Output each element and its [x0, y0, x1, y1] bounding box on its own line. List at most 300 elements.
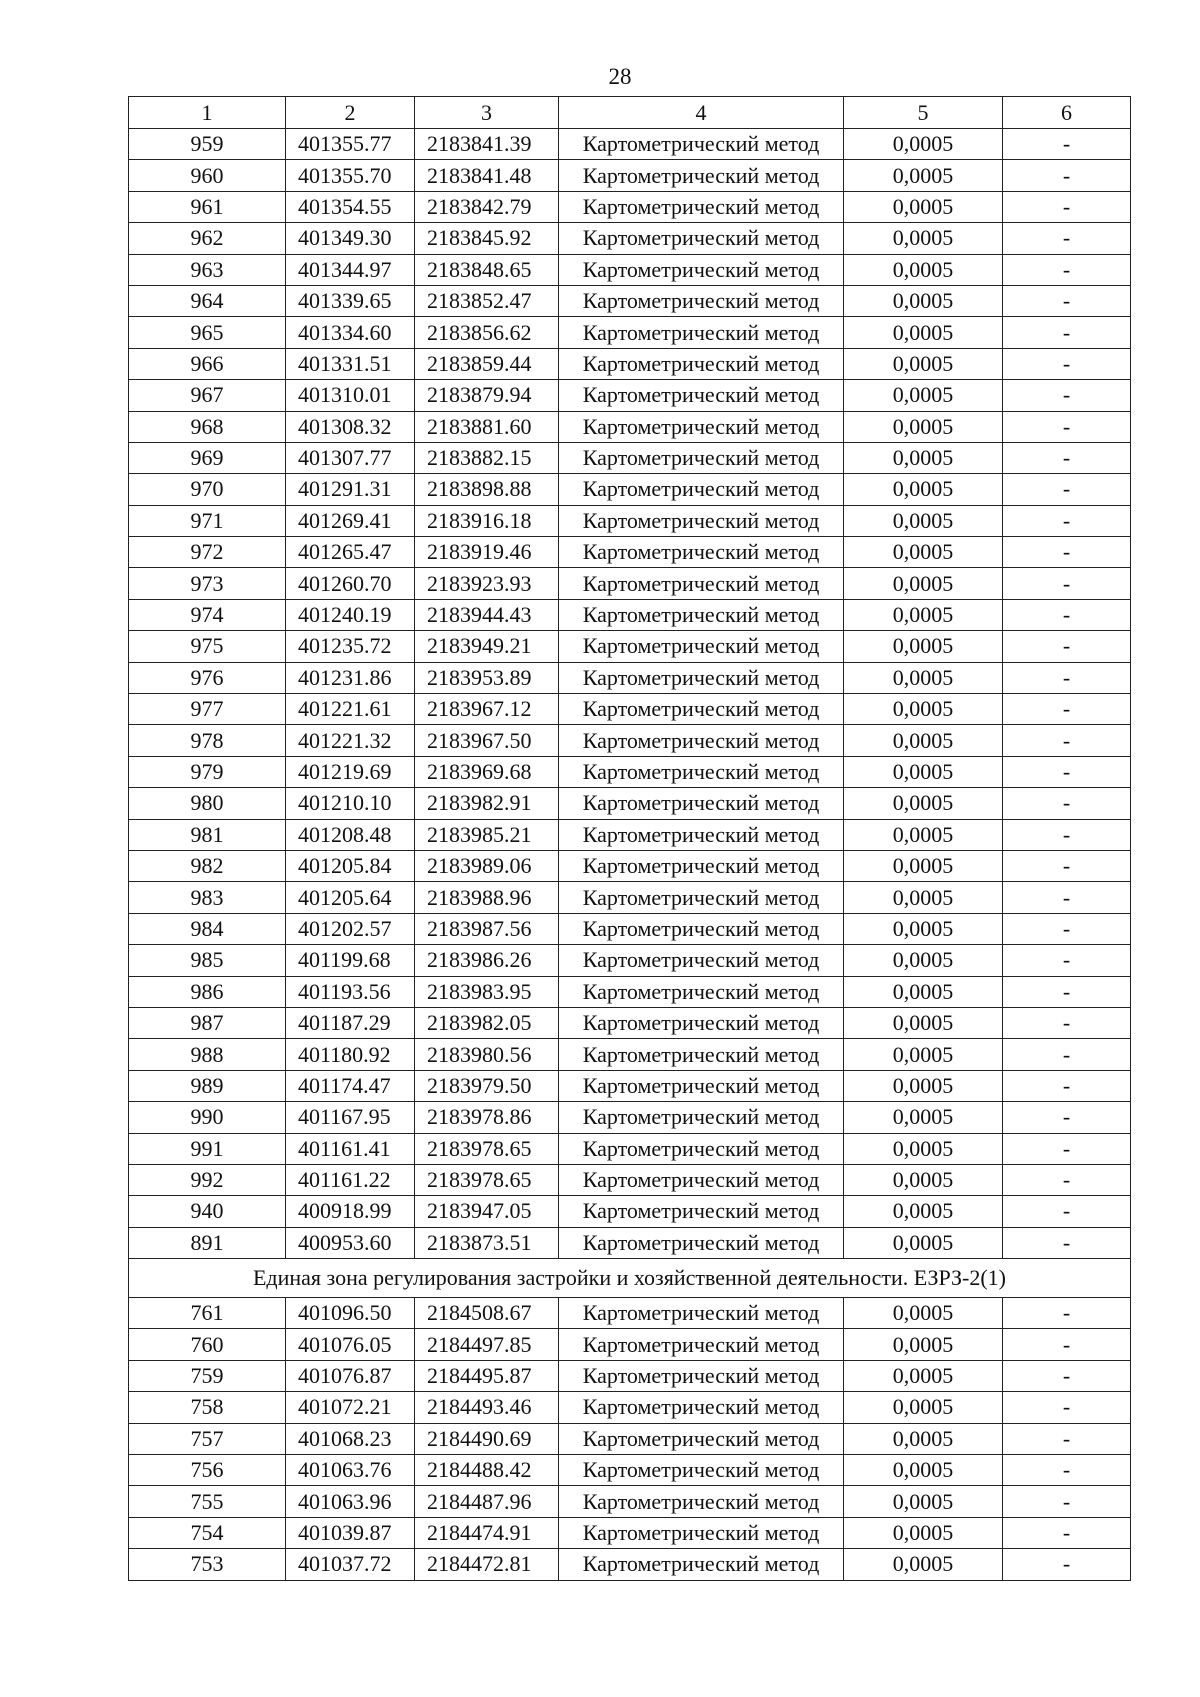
precision-cell: 0,0005 — [844, 976, 1003, 1007]
y-coordinate-cell: 2184497.85 — [415, 1329, 559, 1360]
y-coordinate-cell: 2183986.26 — [415, 945, 559, 976]
method-cell: Картометрический метод — [559, 631, 844, 662]
y-coordinate-cell: 2183873.51 — [415, 1227, 559, 1258]
x-coordinate-cell: 401310.01 — [286, 380, 415, 411]
point-number-cell: 969 — [129, 442, 286, 473]
x-coordinate-cell: 401265.47 — [286, 537, 415, 568]
note-cell: - — [1003, 599, 1131, 630]
precision-cell: 0,0005 — [844, 694, 1003, 725]
table-row — [129, 1298, 1131, 1329]
point-number-cell: 891 — [129, 1227, 286, 1258]
point-number-cell: 959 — [129, 129, 286, 160]
point-number-cell: 761 — [129, 1298, 286, 1329]
x-coordinate-cell: 401231.86 — [286, 662, 415, 693]
x-coordinate-cell: 400918.99 — [286, 1196, 415, 1227]
table-row — [129, 1070, 1131, 1101]
note-cell: - — [1003, 474, 1131, 505]
table-row — [129, 1102, 1131, 1133]
method-cell: Картометрический метод — [559, 1007, 844, 1038]
y-coordinate-cell: 2184508.67 — [415, 1298, 559, 1329]
header-cell: 1 — [129, 97, 286, 129]
y-coordinate-cell: 2183967.50 — [415, 725, 559, 756]
table-row — [129, 976, 1131, 1007]
note-cell: - — [1003, 662, 1131, 693]
note-cell: - — [1003, 1227, 1131, 1258]
precision-cell: 0,0005 — [844, 1196, 1003, 1227]
precision-cell: 0,0005 — [844, 411, 1003, 442]
point-number-cell: 976 — [129, 662, 286, 693]
method-cell: Картометрический метод — [559, 317, 844, 348]
point-number-cell: 990 — [129, 1102, 286, 1133]
x-coordinate-cell: 401260.70 — [286, 568, 415, 599]
header-cell: 4 — [559, 97, 844, 129]
x-coordinate-cell: 401039.87 — [286, 1517, 415, 1548]
table-row — [129, 191, 1131, 222]
precision-cell: 0,0005 — [844, 819, 1003, 850]
table-row — [129, 254, 1131, 285]
table-row — [129, 537, 1131, 568]
precision-cell: 0,0005 — [844, 1486, 1003, 1517]
table-row — [129, 1549, 1131, 1580]
method-cell: Картометрический метод — [559, 1517, 844, 1548]
x-coordinate-cell: 401308.32 — [286, 411, 415, 442]
note-cell: - — [1003, 694, 1131, 725]
table-row — [129, 129, 1131, 160]
x-coordinate-cell: 401208.48 — [286, 819, 415, 850]
precision-cell: 0,0005 — [844, 1329, 1003, 1360]
point-number-cell: 754 — [129, 1517, 286, 1548]
x-coordinate-cell: 401354.55 — [286, 191, 415, 222]
table-row — [129, 348, 1131, 379]
y-coordinate-cell: 2183949.21 — [415, 631, 559, 662]
precision-cell: 0,0005 — [844, 599, 1003, 630]
table-row — [129, 505, 1131, 536]
note-cell: - — [1003, 537, 1131, 568]
table-row — [129, 1517, 1131, 1548]
table-row — [129, 474, 1131, 505]
table-row — [129, 1486, 1131, 1517]
point-number-cell: 984 — [129, 913, 286, 944]
method-cell: Картометрический метод — [559, 1070, 844, 1101]
y-coordinate-cell: 2183947.05 — [415, 1196, 559, 1227]
note-cell: - — [1003, 129, 1131, 160]
x-coordinate-cell: 401161.41 — [286, 1133, 415, 1164]
method-cell: Картометрический метод — [559, 819, 844, 850]
y-coordinate-cell: 2183852.47 — [415, 285, 559, 316]
table-row — [129, 788, 1131, 819]
method-cell: Картометрический метод — [559, 129, 844, 160]
y-coordinate-cell: 2183980.56 — [415, 1039, 559, 1070]
x-coordinate-cell: 400953.60 — [286, 1227, 415, 1258]
precision-cell: 0,0005 — [844, 1007, 1003, 1038]
section-row — [129, 1259, 1131, 1298]
note-cell: - — [1003, 1298, 1131, 1329]
method-cell: Картометрический метод — [559, 348, 844, 379]
x-coordinate-cell: 401161.22 — [286, 1164, 415, 1195]
note-cell: - — [1003, 223, 1131, 254]
point-number-cell: 975 — [129, 631, 286, 662]
header-cell: 3 — [415, 97, 559, 129]
precision-cell: 0,0005 — [844, 1298, 1003, 1329]
x-coordinate-cell: 401210.10 — [286, 788, 415, 819]
precision-cell: 0,0005 — [844, 850, 1003, 881]
precision-cell: 0,0005 — [844, 662, 1003, 693]
note-cell: - — [1003, 945, 1131, 976]
point-number-cell: 981 — [129, 819, 286, 850]
y-coordinate-cell: 2183916.18 — [415, 505, 559, 536]
y-coordinate-cell: 2184493.46 — [415, 1392, 559, 1423]
point-number-cell: 940 — [129, 1196, 286, 1227]
table-row — [129, 945, 1131, 976]
point-number-cell: 964 — [129, 285, 286, 316]
point-number-cell: 983 — [129, 882, 286, 913]
method-cell: Картометрический метод — [559, 1549, 844, 1580]
point-number-cell: 962 — [129, 223, 286, 254]
method-cell: Картометрический метод — [559, 662, 844, 693]
note-cell: - — [1003, 1007, 1131, 1038]
note-cell: - — [1003, 442, 1131, 473]
precision-cell: 0,0005 — [844, 537, 1003, 568]
precision-cell: 0,0005 — [844, 725, 1003, 756]
method-cell: Картометрический метод — [559, 788, 844, 819]
table-row — [129, 1133, 1131, 1164]
note-cell: - — [1003, 725, 1131, 756]
point-number-cell: 968 — [129, 411, 286, 442]
x-coordinate-cell: 401072.21 — [286, 1392, 415, 1423]
note-cell: - — [1003, 1329, 1131, 1360]
y-coordinate-cell: 2183944.43 — [415, 599, 559, 630]
table-row — [129, 1227, 1131, 1258]
precision-cell: 0,0005 — [844, 380, 1003, 411]
note-cell: - — [1003, 788, 1131, 819]
point-number-cell: 991 — [129, 1133, 286, 1164]
method-cell: Картометрический метод — [559, 411, 844, 442]
note-cell: - — [1003, 631, 1131, 662]
method-cell: Картометрический метод — [559, 1392, 844, 1423]
point-number-cell: 760 — [129, 1329, 286, 1360]
x-coordinate-cell: 401063.96 — [286, 1486, 415, 1517]
precision-cell: 0,0005 — [844, 1039, 1003, 1070]
y-coordinate-cell: 2184487.96 — [415, 1486, 559, 1517]
note-cell: - — [1003, 380, 1131, 411]
method-cell: Картометрический метод — [559, 1196, 844, 1227]
method-cell: Картометрический метод — [559, 568, 844, 599]
point-number-cell: 992 — [129, 1164, 286, 1195]
precision-cell: 0,0005 — [844, 568, 1003, 599]
table-row — [129, 913, 1131, 944]
table-row — [129, 1329, 1131, 1360]
note-cell: - — [1003, 160, 1131, 191]
point-number-cell: 971 — [129, 505, 286, 536]
method-cell: Картометрический метод — [559, 442, 844, 473]
point-number-cell: 980 — [129, 788, 286, 819]
note-cell: - — [1003, 819, 1131, 850]
point-number-cell: 960 — [129, 160, 286, 191]
y-coordinate-cell: 2183982.91 — [415, 788, 559, 819]
y-coordinate-cell: 2183842.79 — [415, 191, 559, 222]
y-coordinate-cell: 2183988.96 — [415, 882, 559, 913]
y-coordinate-cell: 2183978.86 — [415, 1102, 559, 1133]
precision-cell: 0,0005 — [844, 1133, 1003, 1164]
method-cell: Картометрический метод — [559, 1102, 844, 1133]
precision-cell: 0,0005 — [844, 474, 1003, 505]
x-coordinate-cell: 401202.57 — [286, 913, 415, 944]
x-coordinate-cell: 401096.50 — [286, 1298, 415, 1329]
y-coordinate-cell: 2183841.48 — [415, 160, 559, 191]
precision-cell: 0,0005 — [844, 1360, 1003, 1391]
header-cell: 5 — [844, 97, 1003, 129]
y-coordinate-cell: 2183987.56 — [415, 913, 559, 944]
precision-cell: 0,0005 — [844, 285, 1003, 316]
method-cell: Картометрический метод — [559, 1164, 844, 1195]
x-coordinate-cell: 401355.70 — [286, 160, 415, 191]
precision-cell: 0,0005 — [844, 756, 1003, 787]
note-cell: - — [1003, 1039, 1131, 1070]
point-number-cell: 753 — [129, 1549, 286, 1580]
point-number-cell: 967 — [129, 380, 286, 411]
precision-cell: 0,0005 — [844, 882, 1003, 913]
point-number-cell: 757 — [129, 1423, 286, 1454]
table-row — [129, 317, 1131, 348]
table-row — [129, 662, 1131, 693]
method-cell: Картометрический метод — [559, 945, 844, 976]
note-cell: - — [1003, 882, 1131, 913]
precision-cell: 0,0005 — [844, 254, 1003, 285]
note-cell: - — [1003, 191, 1131, 222]
method-cell: Картометрический метод — [559, 1039, 844, 1070]
x-coordinate-cell: 401180.92 — [286, 1039, 415, 1070]
precision-cell: 0,0005 — [844, 129, 1003, 160]
point-number-cell: 987 — [129, 1007, 286, 1038]
precision-cell: 0,0005 — [844, 1455, 1003, 1486]
y-coordinate-cell: 2183856.62 — [415, 317, 559, 348]
y-coordinate-cell: 2183985.21 — [415, 819, 559, 850]
y-coordinate-cell: 2183881.60 — [415, 411, 559, 442]
y-coordinate-cell: 2183923.93 — [415, 568, 559, 599]
table-row — [129, 631, 1131, 662]
x-coordinate-cell: 401167.95 — [286, 1102, 415, 1133]
point-number-cell: 979 — [129, 756, 286, 787]
precision-cell: 0,0005 — [844, 945, 1003, 976]
y-coordinate-cell: 2183841.39 — [415, 129, 559, 160]
method-cell: Картометрический метод — [559, 1329, 844, 1360]
y-coordinate-cell: 2183859.44 — [415, 348, 559, 379]
precision-cell: 0,0005 — [844, 317, 1003, 348]
precision-cell: 0,0005 — [844, 348, 1003, 379]
note-cell: - — [1003, 850, 1131, 881]
x-coordinate-cell: 401349.30 — [286, 223, 415, 254]
method-cell: Картометрический метод — [559, 976, 844, 1007]
note-cell: - — [1003, 1133, 1131, 1164]
precision-cell: 0,0005 — [844, 1549, 1003, 1580]
method-cell: Картометрический метод — [559, 1486, 844, 1517]
x-coordinate-cell: 401199.68 — [286, 945, 415, 976]
point-number-cell: 973 — [129, 568, 286, 599]
x-coordinate-cell: 401037.72 — [286, 1549, 415, 1580]
note-cell: - — [1003, 285, 1131, 316]
note-cell: - — [1003, 1070, 1131, 1101]
precision-cell: 0,0005 — [844, 1102, 1003, 1133]
x-coordinate-cell: 401063.76 — [286, 1455, 415, 1486]
table-row — [129, 1360, 1131, 1391]
precision-cell: 0,0005 — [844, 1423, 1003, 1454]
y-coordinate-cell: 2184488.42 — [415, 1455, 559, 1486]
precision-cell: 0,0005 — [844, 1517, 1003, 1548]
x-coordinate-cell: 401331.51 — [286, 348, 415, 379]
table-row — [129, 380, 1131, 411]
precision-cell: 0,0005 — [844, 1227, 1003, 1258]
note-cell: - — [1003, 568, 1131, 599]
x-coordinate-cell: 401205.84 — [286, 850, 415, 881]
method-cell: Картометрический метод — [559, 474, 844, 505]
table-row — [129, 411, 1131, 442]
method-cell: Картометрический метод — [559, 160, 844, 191]
method-cell: Картометрический метод — [559, 1360, 844, 1391]
table-row — [129, 223, 1131, 254]
note-cell: - — [1003, 348, 1131, 379]
x-coordinate-cell: 401269.41 — [286, 505, 415, 536]
point-number-cell: 982 — [129, 850, 286, 881]
point-number-cell: 985 — [129, 945, 286, 976]
table-row — [129, 1196, 1131, 1227]
x-coordinate-cell: 401221.32 — [286, 725, 415, 756]
method-cell: Картометрический метод — [559, 1227, 844, 1258]
point-number-cell: 977 — [129, 694, 286, 725]
precision-cell: 0,0005 — [844, 223, 1003, 254]
note-cell: - — [1003, 1102, 1131, 1133]
x-coordinate-cell: 401355.77 — [286, 129, 415, 160]
method-cell: Картометрический метод — [559, 254, 844, 285]
note-cell: - — [1003, 1360, 1131, 1391]
table-row — [129, 850, 1131, 881]
note-cell: - — [1003, 1196, 1131, 1227]
y-coordinate-cell: 2183898.88 — [415, 474, 559, 505]
table-row — [129, 694, 1131, 725]
y-coordinate-cell: 2183845.92 — [415, 223, 559, 254]
point-number-cell: 755 — [129, 1486, 286, 1517]
section-title: Единая зона регулирования застройки и хозяйственной деятельности. ЕЗРЗ-2(1) — [129, 1259, 1131, 1298]
point-number-cell: 986 — [129, 976, 286, 1007]
method-cell: Картометрический метод — [559, 725, 844, 756]
y-coordinate-cell: 2183978.65 — [415, 1164, 559, 1195]
header-cell: 6 — [1003, 97, 1131, 129]
table-row — [129, 725, 1131, 756]
x-coordinate-cell: 401219.69 — [286, 756, 415, 787]
table-row — [129, 599, 1131, 630]
note-cell: - — [1003, 1486, 1131, 1517]
precision-cell: 0,0005 — [844, 505, 1003, 536]
x-coordinate-cell: 401339.65 — [286, 285, 415, 316]
note-cell: - — [1003, 913, 1131, 944]
table-row — [129, 1007, 1131, 1038]
note-cell: - — [1003, 254, 1131, 285]
x-coordinate-cell: 401193.56 — [286, 976, 415, 1007]
note-cell: - — [1003, 1392, 1131, 1423]
point-number-cell: 961 — [129, 191, 286, 222]
note-cell: - — [1003, 976, 1131, 1007]
precision-cell: 0,0005 — [844, 913, 1003, 944]
y-coordinate-cell: 2184490.69 — [415, 1423, 559, 1454]
method-cell: Картометрический метод — [559, 191, 844, 222]
coordinates-table — [128, 96, 1131, 1581]
method-cell: Картометрический метод — [559, 537, 844, 568]
precision-cell: 0,0005 — [844, 1164, 1003, 1195]
y-coordinate-cell: 2183989.06 — [415, 850, 559, 881]
note-cell: - — [1003, 1549, 1131, 1580]
x-coordinate-cell: 401076.87 — [286, 1360, 415, 1391]
y-coordinate-cell: 2184474.91 — [415, 1517, 559, 1548]
table-row — [129, 756, 1131, 787]
x-coordinate-cell: 401205.64 — [286, 882, 415, 913]
precision-cell: 0,0005 — [844, 1392, 1003, 1423]
note-cell: - — [1003, 1164, 1131, 1195]
method-cell: Картометрический метод — [559, 913, 844, 944]
method-cell: Картометрический метод — [559, 1298, 844, 1329]
x-coordinate-cell: 401076.05 — [286, 1329, 415, 1360]
method-cell: Картометрический метод — [559, 756, 844, 787]
y-coordinate-cell: 2184495.87 — [415, 1360, 559, 1391]
point-number-cell: 970 — [129, 474, 286, 505]
table-row — [129, 819, 1131, 850]
table-header-row — [129, 97, 1131, 129]
table-row — [129, 882, 1131, 913]
precision-cell: 0,0005 — [844, 1070, 1003, 1101]
precision-cell: 0,0005 — [844, 191, 1003, 222]
point-number-cell: 759 — [129, 1360, 286, 1391]
method-cell: Картометрический метод — [559, 1423, 844, 1454]
y-coordinate-cell: 2183978.65 — [415, 1133, 559, 1164]
method-cell: Картометрический метод — [559, 1133, 844, 1164]
point-number-cell: 966 — [129, 348, 286, 379]
method-cell: Картометрический метод — [559, 599, 844, 630]
note-cell: - — [1003, 1423, 1131, 1454]
y-coordinate-cell: 2183979.50 — [415, 1070, 559, 1101]
x-coordinate-cell: 401307.77 — [286, 442, 415, 473]
x-coordinate-cell: 401344.97 — [286, 254, 415, 285]
x-coordinate-cell: 401240.19 — [286, 599, 415, 630]
y-coordinate-cell: 2183983.95 — [415, 976, 559, 1007]
point-number-cell: 756 — [129, 1455, 286, 1486]
precision-cell: 0,0005 — [844, 631, 1003, 662]
y-coordinate-cell: 2183967.12 — [415, 694, 559, 725]
precision-cell: 0,0005 — [844, 788, 1003, 819]
y-coordinate-cell: 2183919.46 — [415, 537, 559, 568]
point-number-cell: 965 — [129, 317, 286, 348]
method-cell: Картометрический метод — [559, 380, 844, 411]
table-row — [129, 1392, 1131, 1423]
point-number-cell: 758 — [129, 1392, 286, 1423]
note-cell: - — [1003, 1455, 1131, 1486]
note-cell: - — [1003, 756, 1131, 787]
point-number-cell: 963 — [129, 254, 286, 285]
table-row — [129, 1455, 1131, 1486]
point-number-cell: 988 — [129, 1039, 286, 1070]
table-row — [129, 442, 1131, 473]
table-row — [129, 1423, 1131, 1454]
method-cell: Картометрический метод — [559, 223, 844, 254]
table-row — [129, 1164, 1131, 1195]
y-coordinate-cell: 2183982.05 — [415, 1007, 559, 1038]
point-number-cell: 978 — [129, 725, 286, 756]
x-coordinate-cell: 401221.61 — [286, 694, 415, 725]
x-coordinate-cell: 401235.72 — [286, 631, 415, 662]
method-cell: Картометрический метод — [559, 1455, 844, 1486]
y-coordinate-cell: 2183969.68 — [415, 756, 559, 787]
method-cell: Картометрический метод — [559, 285, 844, 316]
header-cell: 2 — [286, 97, 415, 129]
y-coordinate-cell: 2183882.15 — [415, 442, 559, 473]
y-coordinate-cell: 2183848.65 — [415, 254, 559, 285]
